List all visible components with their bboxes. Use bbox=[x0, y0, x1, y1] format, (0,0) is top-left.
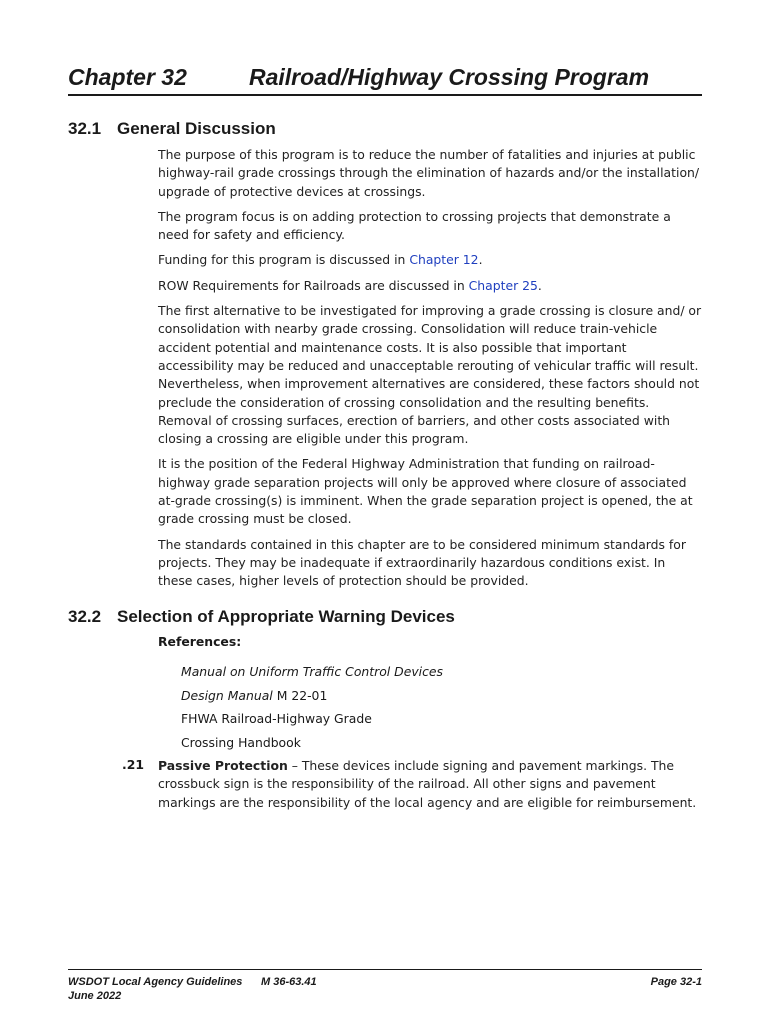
subsection-passive-protection bbox=[158, 757, 703, 812]
paragraph: It is the position of the Federal Highway Administration that funding on railroad-highway grade separation projects will only be approved where closure of associated at-grade crossing(s) is imminent. When the grade separation project is opened, the at grade crossing must be closed. bbox=[158, 456, 693, 527]
footer-doc-number: M 36-63.41 bbox=[261, 976, 317, 988]
subsection-text: – These devices include signing and pavement markings. The crossbuck sign is the responsibility of the railroad. All other signs and pavement markings are the responsibility of the local agency and are eligible for reimbursement. bbox=[158, 758, 697, 810]
chapter-number: Chapter 32 bbox=[68, 64, 187, 90]
paragraph: The program focus is on adding protection to crossing projects that demonstrate a need for safety and efficiency. bbox=[158, 208, 671, 243]
section-32-1-body bbox=[158, 146, 703, 598]
chapter-header bbox=[68, 62, 702, 96]
reference-item: FHWA Railroad-Highway Grade bbox=[181, 711, 372, 726]
text: Funding for this program is discussed in bbox=[158, 252, 410, 268]
section-heading-32-1 bbox=[68, 119, 276, 139]
chapter-12-link[interactable]: Chapter 12 bbox=[409, 252, 479, 268]
text: . bbox=[537, 277, 542, 293]
section-title: Selection of Appropriate Warning Devices bbox=[117, 607, 455, 626]
chapter-title: Railroad/Highway Crossing Program bbox=[249, 64, 650, 90]
paragraph: The first alternative to be investigated for improving a grade crossing is closure and/ or consolidation with nearby grade crossing. Consolidation will reduce train-vehicle accident potential and maintenance costs. It is also possible that important accessibility may be reduced and unacceptable rerouting of vehicular traffic will result. Nevertheless, when improvement alternatives are considered, these factors should not preclude the consideration of crossing consolidation and the resulting benefits. Removal of crossing surfaces, erection of barriers, and other costs associated with closing a crossing are eligible under this program. bbox=[158, 303, 702, 447]
reference-item bbox=[181, 684, 443, 708]
reference-item: Manual on Uniform Traffic Control Devices bbox=[181, 664, 444, 679]
paragraph: The purpose of this program is to reduce the number of fatalities and injuries at public highway-rail grade crossings through the elimination of hazards and/or the installation/ upgrade of protective devices at crossings. bbox=[158, 147, 700, 199]
references-list bbox=[181, 660, 443, 754]
paragraph: The standards contained in this chapter are to be considered minimum standards for projects. They may be inadequate if extraordinarily hazardous conditions exist. In these cases, higher levels of protection should be provided. bbox=[158, 536, 686, 589]
footer-guide-title: WSDOT Local Agency Guidelines bbox=[68, 976, 243, 988]
chapter-25-link[interactable]: Chapter 25 bbox=[468, 277, 538, 293]
references-label: References: bbox=[158, 634, 242, 649]
page-footer bbox=[68, 969, 702, 1002]
section-title: General Discussion bbox=[117, 119, 276, 138]
footer-page-number: Page 32-1 bbox=[650, 976, 702, 988]
paragraph-funding bbox=[158, 251, 703, 269]
section-heading-32-2 bbox=[68, 607, 455, 627]
footer-date: June 2022 bbox=[68, 990, 122, 1002]
text: . bbox=[478, 252, 483, 268]
text: Design Manual bbox=[181, 687, 273, 703]
text: M 22-01 bbox=[272, 687, 328, 703]
section-number: 32.2 bbox=[68, 607, 102, 626]
reference-item: Crossing Handbook bbox=[181, 734, 301, 750]
text: ROW Requirements for Railroads are discussed in bbox=[158, 277, 469, 293]
subsection-title: Passive Protection bbox=[158, 758, 288, 773]
subsection-number: .21 bbox=[122, 757, 144, 772]
section-number: 32.1 bbox=[68, 119, 102, 138]
paragraph-row bbox=[158, 277, 703, 295]
